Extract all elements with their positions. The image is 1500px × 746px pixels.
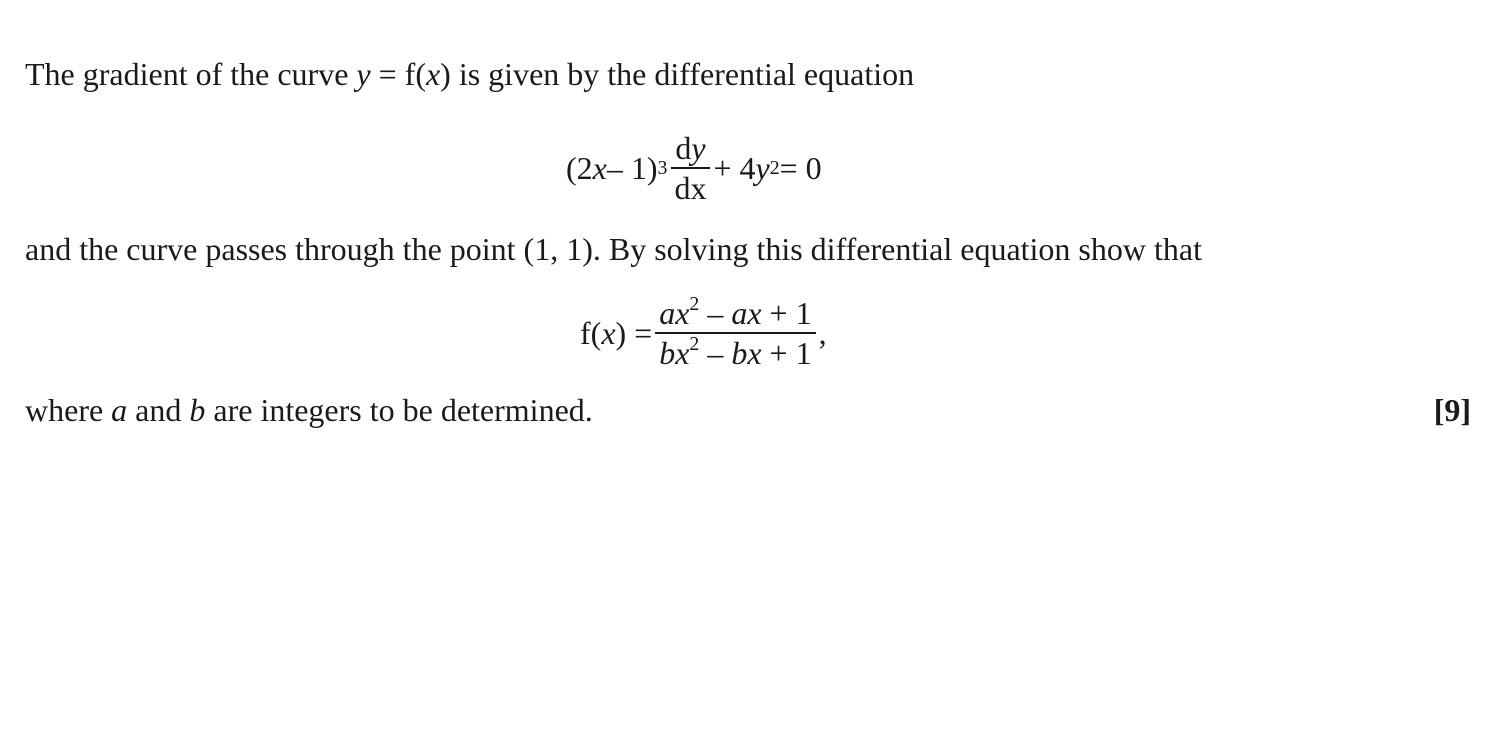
text: where (25, 392, 112, 428)
derivative-fraction (670, 132, 710, 204)
op: – (699, 295, 732, 331)
marks-label: [9] (1433, 392, 1471, 428)
var-b: b (189, 392, 206, 428)
text: ) is given by the differential equation (440, 56, 915, 92)
term: ax (659, 295, 690, 331)
var-x: x (592, 149, 607, 186)
exponent: 2 (689, 293, 700, 316)
var-y: y (356, 56, 371, 92)
text: are integers to be determined. (205, 392, 593, 428)
comma: , (818, 314, 827, 351)
op: – (699, 335, 732, 371)
exponent: 2 (689, 333, 700, 356)
text: and (127, 392, 190, 428)
var-y: y (755, 149, 770, 186)
var-x: x (601, 314, 616, 351)
text: The gradient of the curve (25, 56, 357, 92)
eq-part: f( (580, 314, 602, 351)
op: + 1 (761, 295, 812, 331)
eq-part: = 0 (779, 149, 822, 186)
question-line-1 (25, 58, 914, 90)
var-a: a (111, 392, 128, 428)
fraction-numerator (655, 293, 815, 334)
term: bx (659, 335, 690, 371)
eq-part: + 4 (713, 149, 756, 186)
fraction-denominator (655, 334, 815, 369)
text: = f( (370, 56, 426, 92)
fraction-denominator: dx (674, 170, 707, 206)
result-equation (580, 288, 827, 378)
term: ax (731, 295, 762, 331)
result-fraction (655, 293, 815, 371)
d: d (675, 130, 692, 166)
op: + 1 (761, 335, 812, 371)
var-x: x (425, 56, 441, 92)
fraction-numerator (671, 132, 709, 169)
question-line-3 (25, 394, 593, 426)
var-y: y (691, 130, 706, 166)
eq-part: ) = (615, 314, 653, 351)
differential-equation: (2 x – 1) 3 $\frac{dy}{dx}$ + 4 y 2 = 0 (566, 130, 822, 206)
term: bx (731, 335, 762, 371)
question-line-2: and the curve passes through the point (1, 1). By solving this differential equation show that (25, 231, 1202, 267)
eq-part: – 1) (606, 149, 658, 186)
eq-part: (2 (566, 149, 593, 186)
